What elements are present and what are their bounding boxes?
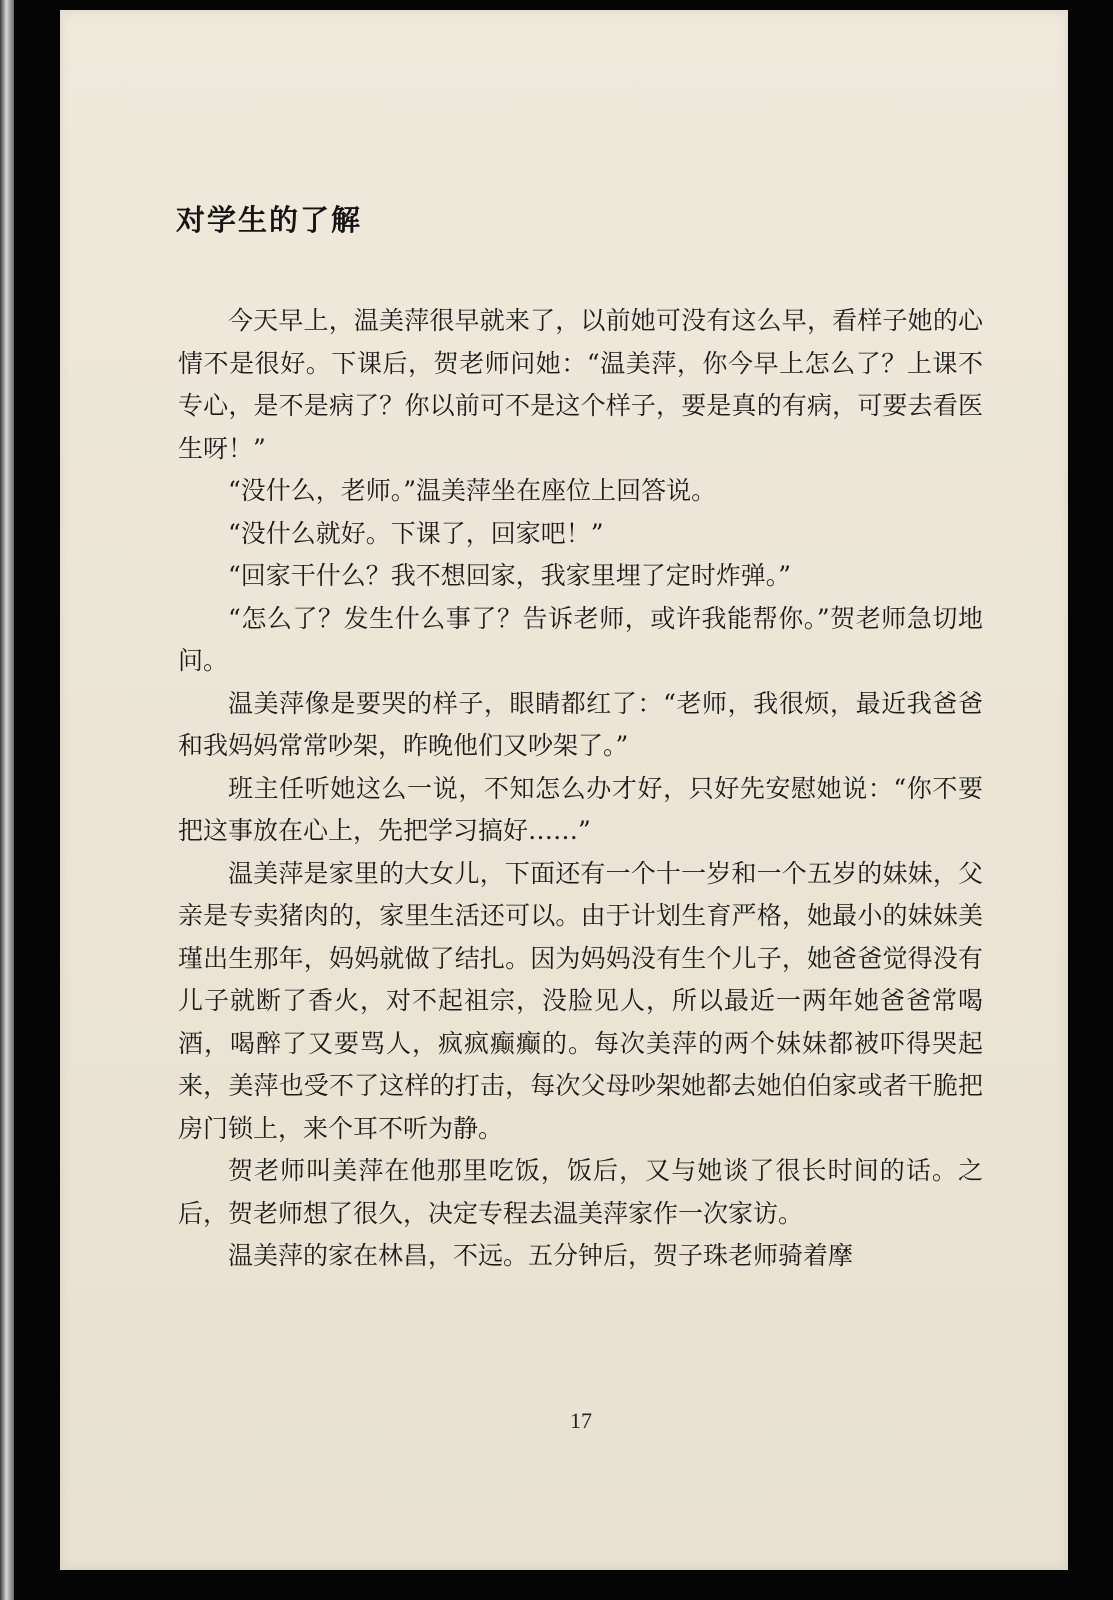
paragraph: 温美萍像是要哭的样子，眼睛都红了：“老师，我很烦，最近我爸爸和我妈妈常常吵架，昨晚他们又吵架了。” [178, 688, 983, 760]
paragraph: 今天早上，温美萍很早就来了，以前她可没有这么早，看样子她的心情不是很好。下课后，贺老师问她：“温美萍，你今早上怎么了？上课不专心，是不是病了？你以前可不是这个样子，要是真的有病，可要去看医生呀！” [178, 306, 983, 463]
paragraph: 温美萍是家里的大女儿，下面还有一个十一岁和一个五岁的妹妹，父亲是专卖猪肉的，家里生活还可以。由于计划生育严格，她最小的妹妹美瑾出生那年，妈妈就做了结扎。因为妈妈没有生个儿子，她爸爸觉得没有儿子就断了香火，对不起祖宗，没脸见人，所以最近一两年她爸爸常喝酒，喝醉了又要骂人，疯疯癫癫的。每次美萍的两个妹妹都被吓得哭起来，美萍也受不了这样的打击，每次父母吵架她都去她伯伯家或者干脆把房门锁上，来个耳不听为静。 [178, 858, 983, 1143]
paragraph: “没什么，老师。”温美萍坐在座位上回答说。 [228, 476, 717, 505]
paragraph: “没什么就好。下课了，回家吧！” [228, 518, 604, 548]
page-number: 17 [570, 1408, 592, 1433]
page-title: 对学生的了解 [176, 203, 363, 237]
paragraph: “回家干什么？我不想回家，我家里埋了定时炸弹。” [228, 561, 792, 590]
paragraph: 班主任听她这么一说，不知怎么办才好，只好先安慰她说：“你不要把这事放在心上，先把学习搞好……” [178, 773, 983, 845]
paragraph: 温美萍的家在林昌，不远。五分钟后，贺子珠老师骑着摩 [228, 1241, 854, 1270]
binding-edge [0, 0, 14, 1600]
body-text [178, 300, 983, 1278]
book-page [60, 10, 1068, 1570]
paragraph: “怎么了？发生什么事了？告诉老师，或许我能帮你。”贺老师急切地问。 [178, 603, 983, 675]
paragraph: 贺老师叫美萍在他那里吃饭，饭后，又与她谈了很长时间的话。之后，贺老师想了很久，决定专程去温美萍家作一次家访。 [178, 1156, 983, 1228]
